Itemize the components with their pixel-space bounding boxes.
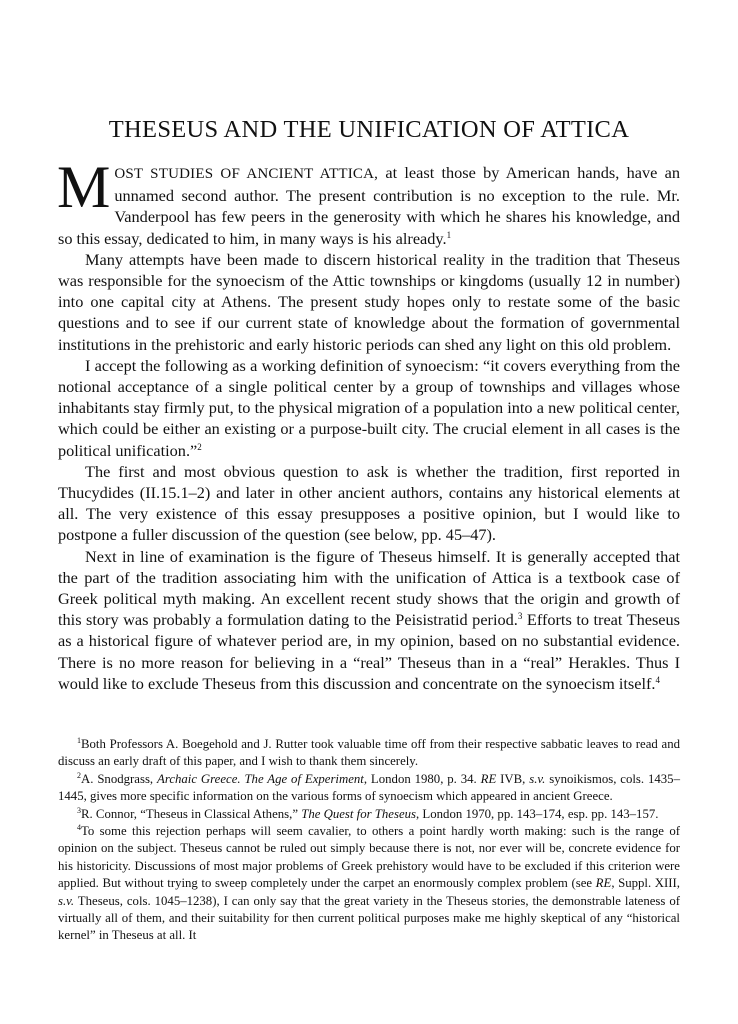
- paragraph-5: [58, 546, 680, 694]
- footnote-4-sv-abbrev: s.v.: [58, 893, 75, 908]
- footnote-ref-2[interactable]: 2: [197, 441, 202, 452]
- paragraph-1: [57, 154, 680, 249]
- footnote-4-re-abbrev: RE: [595, 876, 612, 891]
- footnote-3-text-a: R. Connor, “Theseus in Classical Athens,”: [81, 806, 302, 821]
- footnote-2-number: 2: [77, 770, 81, 780]
- footnote-2-text-d: synoikismos, cols. 1435–1445, gives more specific information on the various forms of synoecism which appeared in ancient Greece.: [58, 771, 680, 804]
- footnote-3-number: 3: [77, 805, 81, 815]
- footnote-3-text-b: , London 1970, pp. 143–174, esp. pp. 143–157.: [416, 806, 659, 821]
- paragraph-5-text-a: Next in line of examination is the figure of Theseus himself. It is generally accepted that the part of the tradition associating him with the unification of Attica is a textbook case of Greek political myth making. An excellent recent study shows that the origin and growth of this story was probably a formulation dating to the Peisistratid period.: [58, 546, 680, 630]
- footnote-1-number: 1: [77, 736, 81, 745]
- footnote-2: [58, 771, 680, 806]
- footnote-1: [58, 736, 680, 771]
- paragraph-2: Many attempts have been made to discern historical reality in the tradition that Theseus was responsible for the synoecism of the Attic townships or kingdoms (usually 12 in number) into one capital city at Athens. The present study hopes only to restate some of the basic questions and to see if our current state of knowledge about the formation of governmental institutions in the prehistoric and early historic periods can shed any light on this old problem.: [58, 249, 680, 354]
- article-body: [57, 154, 680, 694]
- footnote-2-text-c: IVB,: [496, 771, 530, 786]
- footnote-2-re-abbrev: RE: [480, 771, 497, 786]
- footnote-2-text-a: A. Snodgrass,: [81, 771, 157, 786]
- footnote-4-text-a: To some this rejection perhaps will seem cavalier, to others a point hardly worth making: such is the range of opinion on the subject. Theseus cannot be ruled out simply because there is not, nor ever will be, concrete evidence for his historicity. Discussions of most major problems of Greek prehistory would have to be excluded if this criterion were applied. But without trying to sweep completely under the carpet an enormously complex problem (see: [58, 824, 680, 891]
- footnote-4: [58, 823, 680, 945]
- paragraph-4: The first and most obvious question to ask is whether the tradition, first reported in Thucydides (II.15.1–2) and later in other ancient authors, contains any historical elements at all. The very existence of this essay presupposes a positive opinion, but I would like to postpone a fuller discussion of the question (see below, pp. 45–47).: [58, 461, 680, 545]
- footnote-ref-4[interactable]: 4: [655, 674, 660, 685]
- drop-cap: M: [57, 154, 111, 220]
- article-title: THESEUS AND THE UNIFICATION OF ATTICA: [108, 116, 630, 143]
- paragraph-3: [58, 355, 680, 461]
- footnote-4-text-c: Theseus, cols. 1045–1238), I can only say that the great variety in the Theseus stories, the demonstrable lateness of virtually all of them, and their suitability for then current political purposes make me highly skeptical of any “historical kernel” in Theseus at all. It: [58, 893, 680, 943]
- footnote-1-text: Both Professors A. Boegehold and J. Rutter took valuable time off from their respective sabbatic leaves to read and discuss an early draft of this paper, and I wish to thank them sincerely.: [58, 737, 680, 769]
- footnote-4-number: 4: [77, 823, 81, 833]
- paragraph-5-text-b: Efforts to treat Theseus as a historical figure of whatever period are, in my opinion, based on no substantial evidence. There is no more reason for believing in a “real” Theseus than in a “real” Herakles. Thus I would like to exclude Theseus from this discussion and concentrate on the synoecism itself.: [58, 610, 680, 693]
- footnote-2-sv-abbrev: s.v.: [529, 771, 546, 786]
- footnote-ref-3[interactable]: 3: [517, 611, 523, 622]
- footnote-2-book-title: Archaic Greece. The Age of Experiment: [157, 771, 364, 786]
- footnote-ref-1[interactable]: 1: [446, 229, 452, 240]
- footnote-4-text-b: , Suppl. XIII,: [611, 876, 681, 891]
- paragraph-1-text: at least those by American hands, have an unnamed second author. The present contribution is no exception to the rule. Mr. Vanderpool has few peers in the generosity with which he shares his knowledge, and so this essay, dedicated to him, in many ways is his already.: [58, 163, 680, 248]
- opening-small-caps: OST STUDIES OF ANCIENT ATTICA,: [114, 166, 379, 182]
- paragraph-3-text: I accept the following as a working definition of synoecism: “it covers everything from the notional acceptance of a single political center by a group of townships and villages whose inhabitants stay firmly put, to the physical migration of a population into a new political center, which could be either an existing or a purpose-built city. The crucial element in all cases is the political unification.”: [58, 355, 680, 460]
- footnotes: [58, 736, 680, 945]
- footnote-2-text-b: , London 1980, p. 34.: [363, 771, 481, 786]
- footnote-3-book-title: The Quest for Theseus: [301, 806, 417, 821]
- footnote-3: [58, 806, 680, 823]
